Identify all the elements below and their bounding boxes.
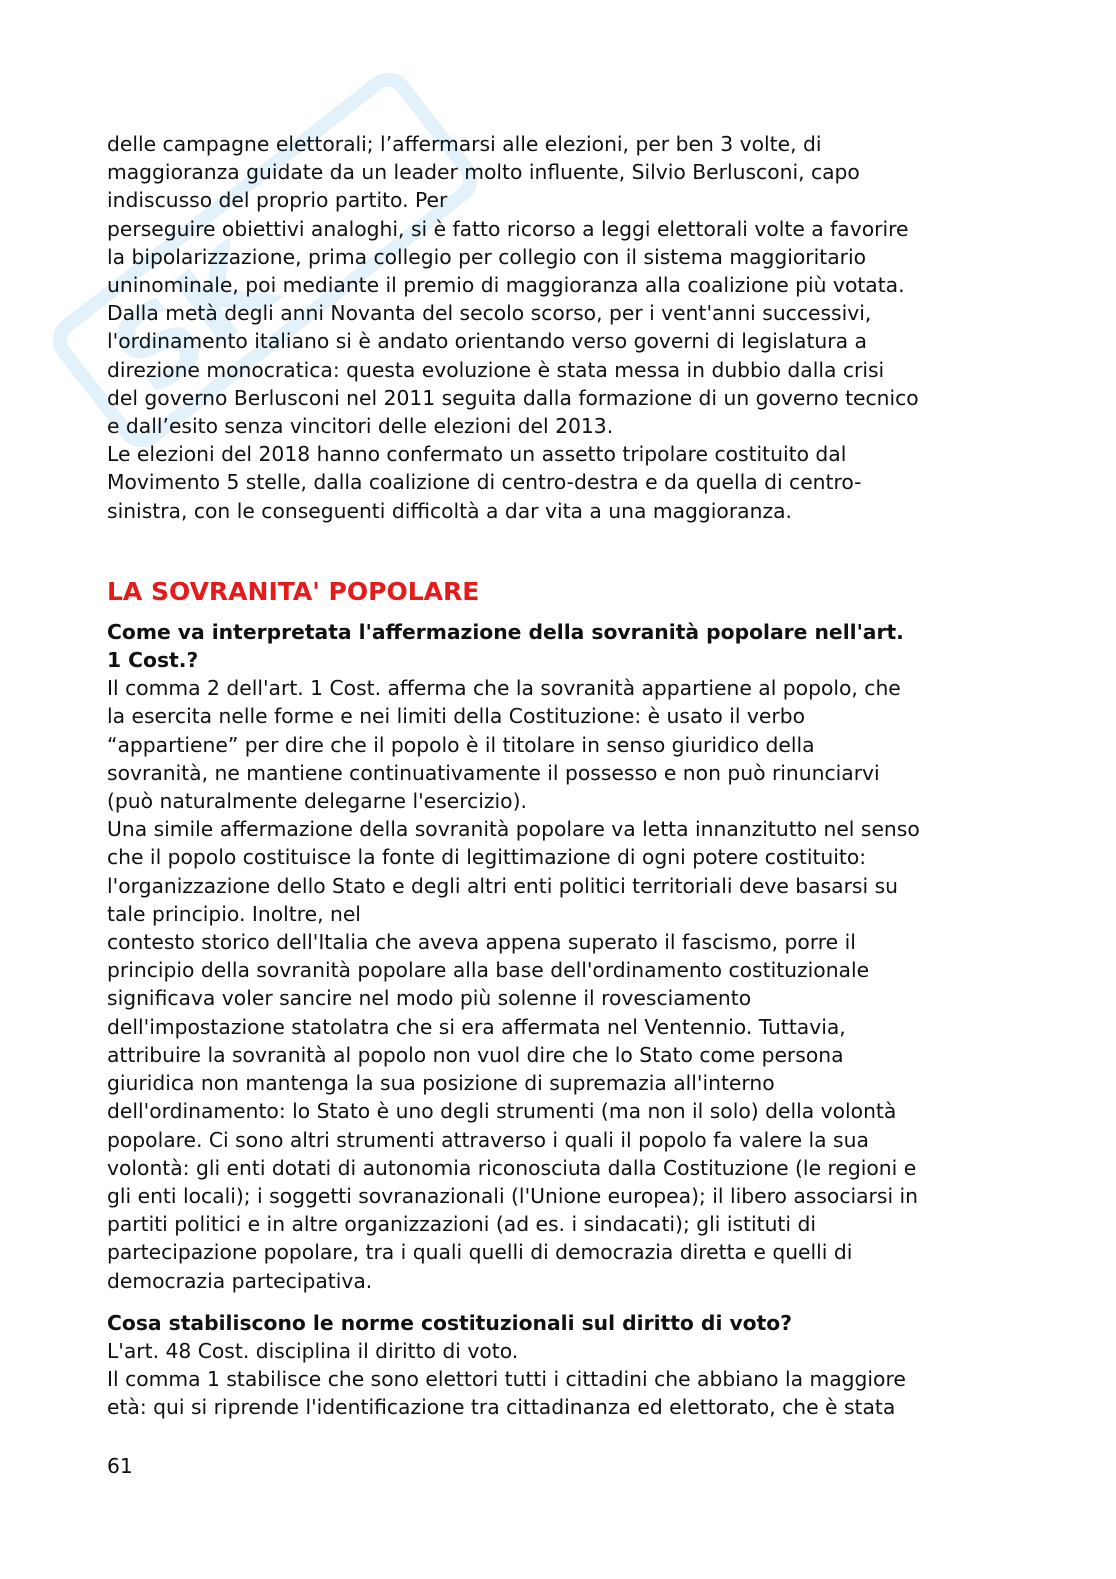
answer-2: L'art. 48 Cost. disciplina il diritto di voto. Il comma 1 stabilisce che sono elettori tutti i cittadini che abbiano la maggiore età: qui si riprende l'identificazione tra cittadinanza ed elettorato, che è stata [107, 1338, 906, 1420]
page-number: 61 [107, 1454, 133, 1478]
question-1: Come va interpretata l'affermazione della sovranità popolare nell'art. 1 Cost.? [107, 619, 904, 673]
page-content [107, 130, 1007, 1422]
question-2: Cosa stabiliscono le norme costituzionali sul diritto di voto? [107, 1310, 793, 1335]
svg-text:SK: SK [88, 217, 298, 420]
intro-paragraph: delle campagne elettorali; l’affermarsi alle elezioni, per ben 3 volte, di maggioranza guidate da un leader molto influente, Silvio Berlusconi, capo indiscusso del proprio partito. Per perseguire obiettivi analoghi, si è fatto ricorso a leggi elettorali volte a favorire la bipolarizzazione, prima collegio per collegio con il sistema maggioritario uninominale, poi mediante il premio di maggioranza alla coalizione più votata. Dalla metà degli anni Novanta del secolo scorso, per i vent'anni successivi, l'ordinamento italiano si è andato orientando verso governi di legislatura a direzione monocratica: questa evoluzione è stata messa in dubbio dalla crisi del governo Berlusconi nel 2011 seguita dalla formazione di un governo tecnico e dall’esito senza vincitori delle elezioni del 2013. Le elezioni del 2018 hanno confermato un assetto tripolare costituito dal Movimento 5 stelle, dalla coalizione di centro-destra e da quella di centro- sinistra, con le conseguenti difficoltà a dar vita a una maggioranza. [107, 132, 919, 523]
answer-1: Il comma 2 dell'art. 1 Cost. afferma che la sovranità appartiene al popolo, che la esercita nelle forme e nei limiti della Costituzione: è usato il verbo “appartiene” per dire che il popolo è il titolare in senso giuridico della sovranità, ne mantiene continuativamente il possesso e non può rinunciarvi (può naturalmente delegarne l'esercizio). Una simile affermazione della sovranità popolare va letta innanzitutto nel senso che il popolo costituisce la fonte di legittimazione di ogni potere costituito: l'organizzazione dello Stato e degli altri enti politici territoriali deve basarsi su tale principio. Inoltre, nel contesto storico dell'Italia che aveva appena superato il fascismo, porre il principio della sovranità popolare alla base dell'ordinamento costituzionale significava voler sancire nel modo più solenne il rovesciamento dell'impostazione statolatra che si era affermata nel Ventennio. Tuttavia, attribuire la sovranità al popolo non vuol dire che lo Stato come persona giuridica non mantenga la sua posizione di supremazia all'interno dell'ordinamento: lo Stato è uno degli strumenti (ma non il solo) della volontà popolare. Ci sono altri strumenti attraverso i quali il popolo fa valere la sua volontà: gli enti dotati di autonomia riconosciuta dalla Costituzione (le regioni e gli enti locali); i soggetti sovranazionali (l'Unione europea); il libero associarsi in partiti politici e in altre organizzazioni (ad es. i sindacati); gli istituti di partecipazione popolare, tra i quali quelli di democrazia diretta e quelli di democrazia partecipativa. [107, 676, 920, 1293]
section-title: LA SOVRANITA' POPOLARE [107, 576, 480, 606]
